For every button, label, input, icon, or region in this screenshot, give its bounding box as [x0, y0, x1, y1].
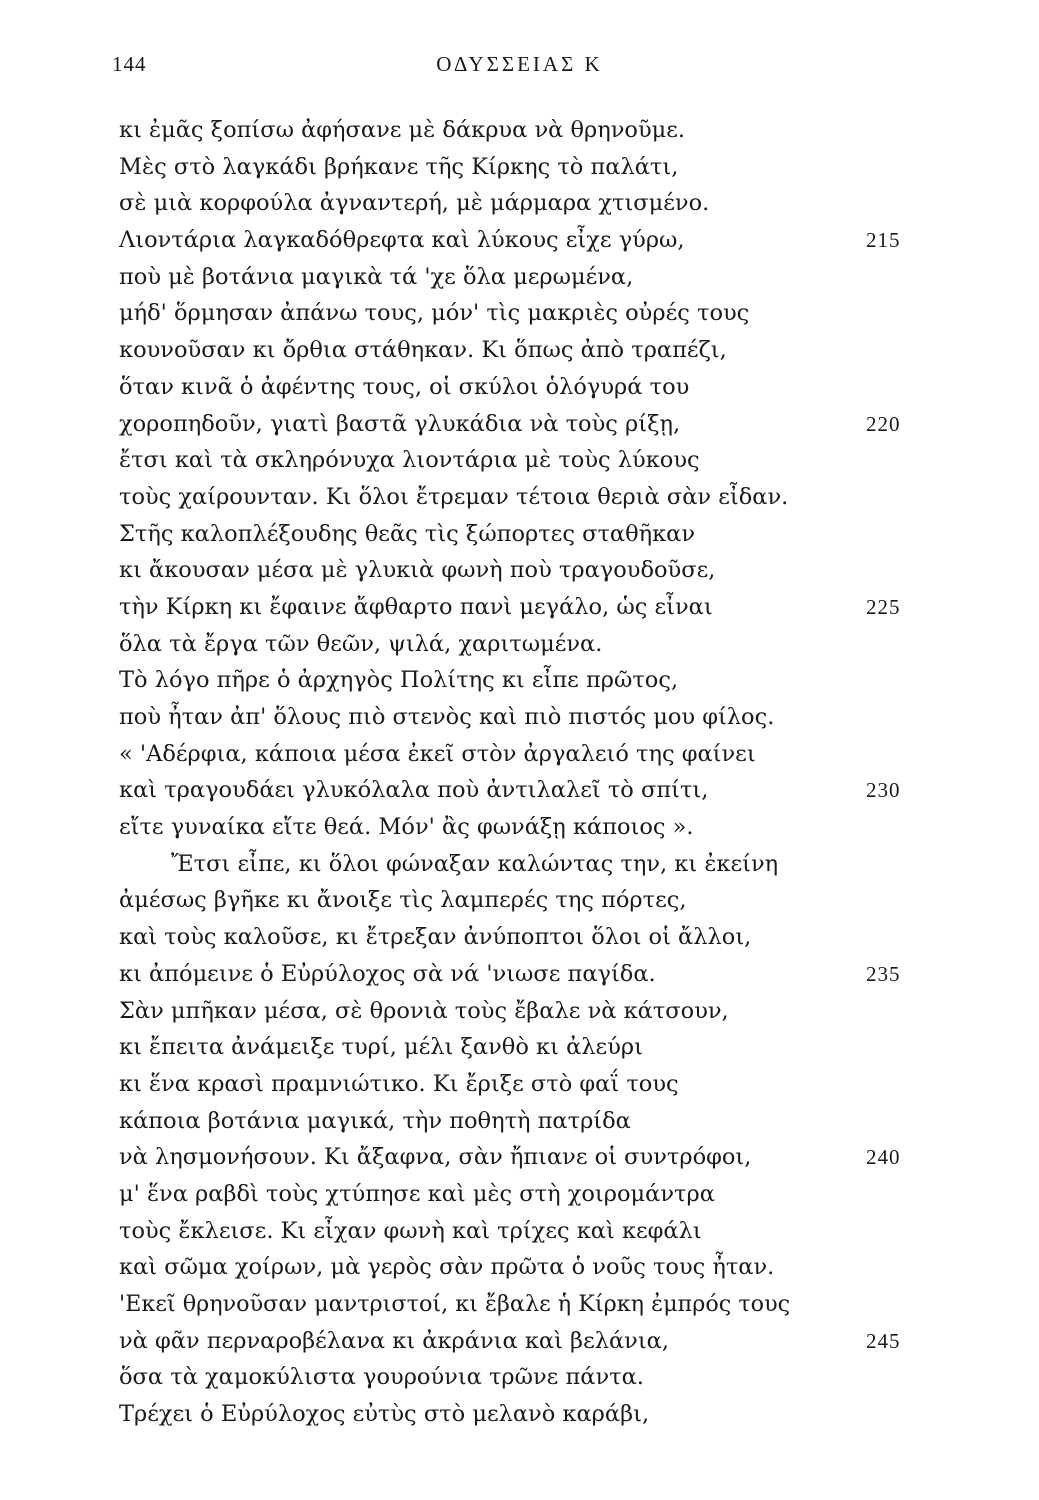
- line-number: 230: [866, 778, 901, 803]
- verse-line: [0, 956, 1039, 993]
- verse-text: τοὺς ἔκλεισε. Κι εἶχαν φωνὴ καὶ τρίχες καὶ κεφάλι: [119, 1217, 702, 1244]
- verse-line: [0, 479, 1039, 516]
- verse-text: ποὺ μὲ βοτάνια μαγικὰ τά 'χε ὅλα μερωμένα,: [119, 263, 634, 290]
- verse-text: Μὲς στὸ λαγκάδι βρήκανε τῆς Κίρκης τὸ παλάτι,: [119, 153, 679, 180]
- verse-block: [0, 112, 1039, 1433]
- verse-text: κουνοῦσαν κι ὄρθια στάθηκαν. Κι ὅπως ἀπὸ τραπέζι,: [119, 337, 727, 364]
- page-number: 144: [112, 52, 147, 76]
- line-number: 215: [866, 228, 901, 253]
- verse-text: ἀμέσως βγῆκε κι ἄνοιξε τὶς λαμπερές της πόρτες,: [119, 887, 687, 914]
- verse-text: τὴν Κίρκη κι ἔφαινε ἄφθαρτο πανὶ μεγάλο, ὡς εἶναι: [119, 593, 713, 620]
- line-number: 240: [866, 1145, 901, 1170]
- verse-text: κι ἄκουσαν μέσα μὲ γλυκιὰ φωνὴ ποὺ τραγουδοῦσε,: [119, 557, 716, 584]
- verse-line: [0, 406, 1039, 443]
- verse-line: [0, 1066, 1039, 1103]
- line-number: 220: [866, 411, 901, 436]
- verse-text: καὶ σῶμα χοίρων, μὰ γερὸς σὰν πρῶτα ὁ νοῦς τους ἦταν.: [119, 1254, 775, 1281]
- verse-line: [0, 442, 1039, 479]
- verse-text: κι ἔπειτα ἀνάμειξε τυρί, μέλι ξανθὸ κι ἀλεύρι: [119, 1034, 643, 1061]
- verse-line: [0, 993, 1039, 1030]
- verse-line: [0, 736, 1039, 773]
- verse-text: μήδ' ὅρμησαν ἀπάνω τους, μόν' τὶς μακριὲς οὐρές τους: [119, 300, 750, 327]
- verse-line: [0, 1176, 1039, 1213]
- line-number: 245: [866, 1328, 901, 1353]
- verse-text: κάποια βοτάνια μαγικά, τὴν ποθητὴ πατρίδα: [119, 1107, 631, 1134]
- verse-line: [0, 699, 1039, 736]
- verse-line: [0, 589, 1039, 626]
- verse-text: Λιοντάρια λαγκαδόθρεφτα καὶ λύκους εἶχε γύρω,: [119, 227, 685, 254]
- verse-line: [0, 1139, 1039, 1176]
- verse-text: ἔτσι καὶ τὰ σκληρόνυχα λιοντάρια μὲ τοὺς λύκους: [119, 447, 700, 474]
- verse-line: [0, 149, 1039, 186]
- verse-line: [0, 369, 1039, 406]
- verse-line: [0, 846, 1039, 883]
- verse-line: [0, 882, 1039, 919]
- verse-text: ποὺ ἦταν ἀπ' ὅλους πιὸ στενὸς καὶ πιὸ πιστός μου φίλος.: [119, 704, 775, 730]
- line-number: 235: [866, 961, 901, 986]
- verse-text: Τὸ λόγο πῆρε ὁ ἀρχηγὸς Πολίτης κι εἶπε πρῶτος,: [119, 667, 679, 694]
- verse-text: ὅταν κινᾶ ὁ ἀφέντης τους, οἱ σκύλοι ὁλόγυρά του: [119, 373, 690, 400]
- verse-text: κι ἀπόμεινε ὁ Εὐρύλοχος σὰ νά 'νιωσε παγίδα.: [119, 960, 656, 987]
- verse-line: [0, 332, 1039, 369]
- verse-line: [0, 1213, 1039, 1250]
- running-title: ΟΔΥΣΣΕΙΑΣ Κ: [436, 52, 603, 76]
- verse-line: [0, 1103, 1039, 1140]
- verse-line: [0, 1359, 1039, 1396]
- verse-line: [0, 295, 1039, 332]
- verse-text: εἴτε γυναίκα εἴτε θεά. Μόν' ἂς φωνάξῃ κάποιος ».: [119, 814, 694, 841]
- verse-line: [0, 112, 1039, 149]
- verse-line: [0, 222, 1039, 259]
- verse-line: [0, 185, 1039, 222]
- verse-text: τοὺς χαίρουνταν. Κι ὅλοι ἔτρεμαν τέτοια θεριὰ σὰν εἶδαν.: [119, 483, 789, 510]
- verse-text: νὰ φᾶν περναροβέλανα κι ἀκράνια καὶ βελάνια,: [119, 1327, 670, 1354]
- verse-line: [0, 552, 1039, 589]
- verse-text: Σὰν μπῆκαν μέσα, σὲ θρονιὰ τοὺς ἔβαλε νὰ κάτσουν,: [119, 997, 729, 1024]
- verse-line: [0, 1323, 1039, 1360]
- verse-text: χοροπηδοῦν, γιατὶ βαστᾶ γλυκάδια νὰ τοὺς ρίξῃ,: [119, 410, 681, 437]
- verse-text: κι ἕνα κρασὶ πραμνιώτικο. Κι ἔριξε στὸ φαΐ τους: [119, 1070, 679, 1097]
- verse-text: Στῆς καλοπλέξουδης θεᾶς τὶς ξώπορτες σταθῆκαν: [119, 520, 696, 547]
- verse-text: καὶ τραγουδάει γλυκόλαλα ποὺ ἀντιλαλεῖ τὸ σπίτι,: [119, 777, 709, 804]
- verse-text: μ' ἕνα ραβδὶ τοὺς χτύπησε καὶ μὲς στὴ χοιρομάντρα: [119, 1180, 715, 1207]
- verse-line: [0, 516, 1039, 553]
- verse-line: [0, 919, 1039, 956]
- verse-text: 'Εκεῖ θρηνοῦσαν μαντριστοί, κι ἔβαλε ἡ Κίρκη ἐμπρός τους: [119, 1291, 791, 1317]
- verse-text: κι ἐμᾶς ξοπίσω ἀφήσανε μὲ δάκρυα νὰ θρηνοῦμε.: [119, 117, 686, 143]
- verse-text: ὅλα τὰ ἔργα τῶν θεῶν, ψιλά, χαριτωμένα.: [119, 630, 603, 657]
- verse-line: [0, 772, 1039, 809]
- verse-line: [0, 1396, 1039, 1433]
- line-number: 225: [866, 594, 901, 619]
- verse-line: [0, 1286, 1039, 1323]
- verse-line: [0, 626, 1039, 663]
- verse-text: καὶ τοὺς καλοῦσε, κι ἔτρεξαν ἀνύποπτοι ὅλοι οἱ ἄλλοι,: [119, 924, 752, 951]
- verse-text: « 'Αδέρφια, κάποια μέσα ἐκεῖ στὸν ἀργαλειό της φαίνει: [119, 740, 756, 767]
- verse-line: [0, 1249, 1039, 1286]
- verse-text: Τρέχει ὁ Εὐρύλοχος εὐτὺς στὸ μελανὸ καράβι,: [119, 1401, 650, 1428]
- verse-line: [0, 259, 1039, 296]
- verse-line: [0, 662, 1039, 699]
- verse-text: Ἔτσι εἶπε, κι ὅλοι φώναξαν καλώντας την, κι ἐκείνη: [171, 850, 779, 877]
- verse-text: νὰ λησμονήσουν. Κι ἄξαφνα, σὰν ἤπιανε οἱ συντρόφοι,: [119, 1144, 752, 1171]
- verse-text: σὲ μιὰ κορφούλα ἀγναντερή, μὲ μάρμαρα χτισμένο.: [119, 190, 710, 217]
- verse-text: ὅσα τὰ χαμοκύλιστα γουρούνια τρῶνε πάντα.: [119, 1364, 644, 1391]
- running-head: [0, 52, 1039, 82]
- verse-line: [0, 809, 1039, 846]
- verse-line: [0, 1029, 1039, 1066]
